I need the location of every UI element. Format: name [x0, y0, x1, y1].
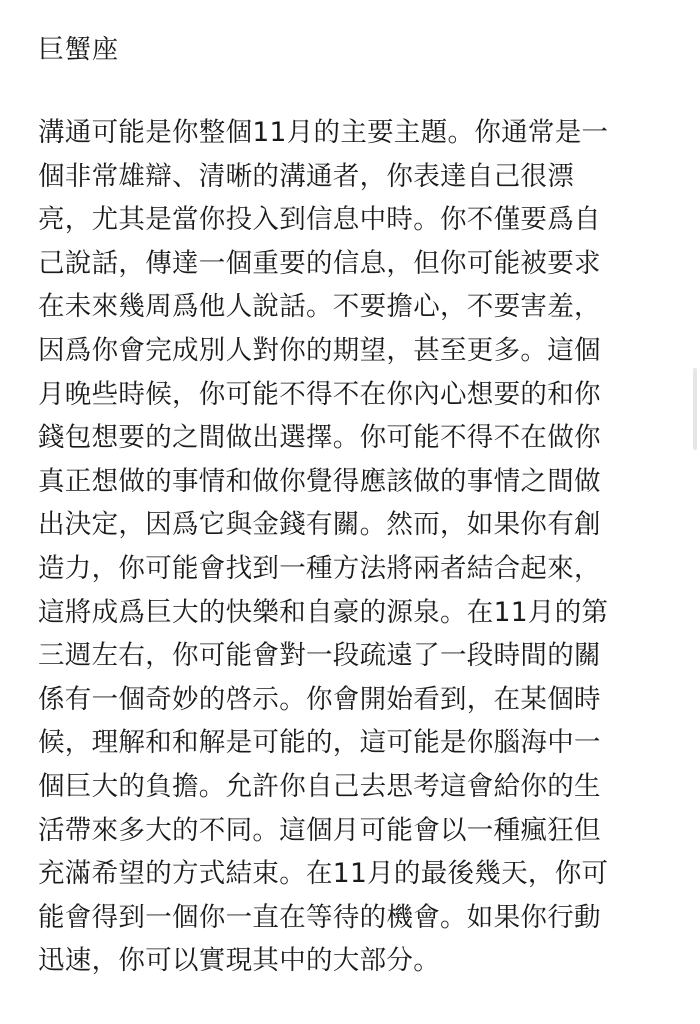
text-line: 能會得到一個你一直在等待的機會。如果你行動	[38, 901, 601, 933]
text-line: 個巨大的負擔。允許你自己去思考這會給你的生	[38, 770, 601, 802]
text-line: 己說話，傳達一個重要的信息，但你可能被要求	[38, 247, 601, 279]
text-line: 個非常雄辯、清晰的溝通者，你表達自己很漂	[38, 160, 574, 192]
text-line: 因爲你會完成別人對你的期望，甚至更多。這個	[38, 334, 601, 366]
text-line: 三週左右，你可能會對一段疏遠了一段時間的關	[38, 640, 601, 672]
text-line: 係有一個奇妙的啓示。你會開始看到，在某個時	[38, 683, 601, 715]
horoscope-text	[38, 111, 678, 983]
text-line: 月晚些時候，你可能不得不在你內心想要的和你	[38, 378, 601, 410]
text-line: 活帶來多大的不同。這個月可能會以一種瘋狂但	[38, 814, 601, 846]
text-line: 溝通可能是你整個11月的主要主題。你通常是一	[38, 117, 609, 148]
scrollbar-thumb[interactable]	[693, 368, 697, 450]
text-line: 亮，尤其是當你投入到信息中時。你不僅要爲自	[38, 204, 601, 236]
text-line: 這將成爲巨大的快樂和自豪的源泉。在11月的第	[38, 596, 609, 628]
text-line: 真正想做的事情和做你覺得應該做的事情之間做	[38, 465, 601, 497]
text-line: 在未來幾周爲他人說話。不要擔心，不要害羞，	[38, 291, 601, 323]
text-line: 出決定，因爲它與金錢有關。然而，如果你有創	[38, 509, 601, 541]
text-line: 造力，你可能會找到一種方法將兩者結合起來，	[38, 552, 601, 584]
page-title: 巨蟹座	[38, 35, 120, 65]
text-line: 迅速，你可以實現其中的大部分。	[38, 945, 440, 977]
text-line: 候，理解和和解是可能的，這可能是你腦海中一	[38, 727, 601, 759]
text-line: 錢包想要的之間做出選擇。你可能不得不在做你	[38, 422, 601, 454]
text-line: 充滿希望的方式結束。在11月的最後幾天，你可	[38, 858, 609, 890]
